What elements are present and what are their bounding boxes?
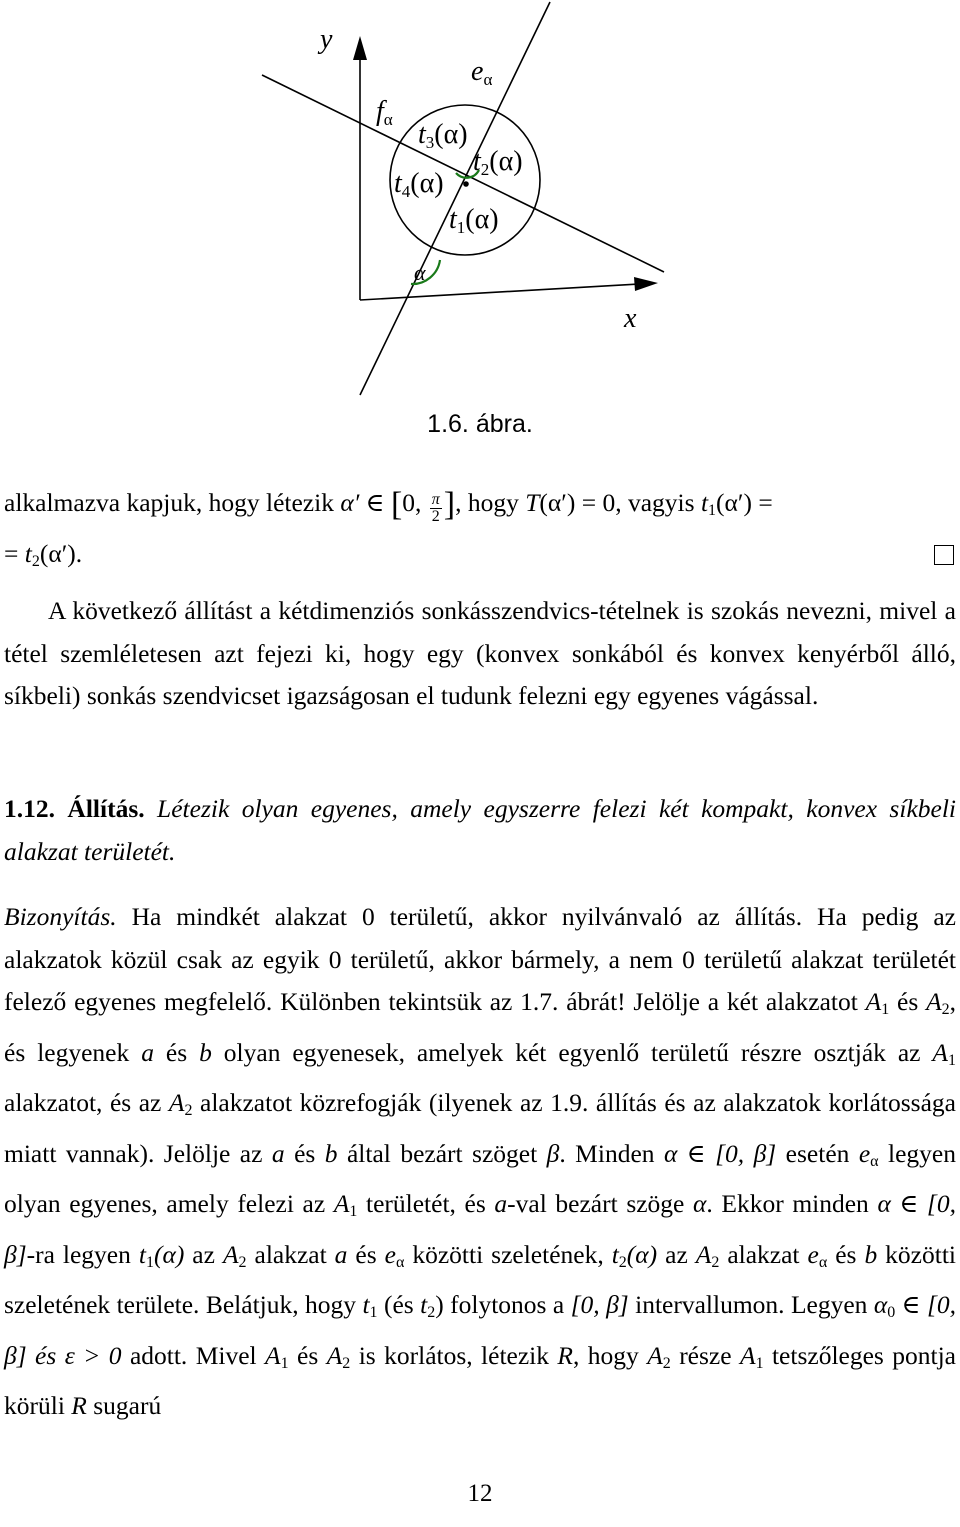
label-alpha: α [414, 260, 426, 285]
label-t4: $t_4(\alpha)$ [394, 168, 444, 201]
line-e-alpha [360, 2, 550, 395]
x-axis [360, 284, 640, 300]
label-t1: $t_1(\alpha)$ [449, 204, 499, 237]
theorem-head: 1.12. Állítás. [4, 794, 145, 823]
theorem-1-12 [4, 788, 956, 873]
label-t3: $t_3(\alpha)$ [418, 119, 468, 152]
paragraph-sandwich: A következő állítást a kétdimenziós sonkásszendvics-tételnek is szokás nevezni, mivel a tétel szemléletesen azt fejezi ki, hogy egy (konvex sonkából és konvex kenyérből álló, síkbeli) sonkás szendvicset igazságosan el tudunk felezni egy egyenes vágással. [4, 596, 956, 710]
label-x: x [624, 303, 637, 334]
page-number: 12 [467, 1480, 493, 1507]
text-sandwich-intro [4, 590, 956, 718]
x-axis-arrowhead [634, 277, 658, 291]
label-t2: $t_2(\alpha)$ [473, 146, 523, 179]
right-angle-dot [463, 181, 469, 187]
paragraph-continuation: alkalmazva kapjuk, hogy létezik α′ ∈ [0, $\frac{\pi}{2}$ ], hogy T(α′) = 0, vagyis $t_1(\alpha')$ = = $t_2(\alpha')$. [4, 482, 956, 583]
text-proof [4, 896, 956, 1428]
label-f-alpha: $f_\alpha$ [376, 96, 393, 129]
text-continuation [4, 482, 956, 583]
label-y: y [320, 24, 333, 55]
y-axis-arrowhead [353, 36, 367, 60]
figure-caption: 1.6. ábra. [427, 410, 533, 438]
qed-square-icon [934, 545, 954, 565]
text-theorem [4, 788, 956, 873]
label-e-alpha: $e_\alpha$ [471, 56, 493, 89]
theorem-body: Létezik olyan egyenes, amely egyszerre felezi két kompakt, konvex síkbeli alakzat területét. [4, 794, 956, 866]
fraction-pi-over-2: $\frac{\pi}{2}$ [431, 491, 440, 525]
proof-paragraph: Bizonyítás. Ha mindkét alakzat 0 területű, akkor nyilvánvaló az állítás. Ha pedig az alakzatok közül csak az egyik 0 területű, akkor bármely, a nem 0 területű alakzat területét felező egyenes megfelelő. Különben tekintsük az 1.7. ábrát! Jelölje a két alakzatot $A_1$ és $A_2$, és legyenek a és b olyan egyenesek, amelyek két egyenlő területű részre osztják az $A_1$ alakzatot, és az $A_2$ alakzatot közrefogják (ilyenek az 1.9. állítás és az alakzatok korlátossága miatt vannak). Jelölje az a és b által bezárt szöget β. Minden α ∈ [0, β] esetén $e_\alpha$ legyen olyan egyenes, amely felezi az $A_1$ területét, és a-val bezárt szöge α. Ekkor minden α ∈ [0, β]-ra legyen $t_1(\alpha)$ az $A_2$ alakzat a és $e_\alpha$ közötti szeletének, $t_2(\alpha)$ az $A_2$ alakzat $e_\alpha$ és b közötti szeletének területe. Belátjuk, hogy $t_1$ (és $t_2$) folytonos a [0, β] intervallumon. Legyen $\alpha_0$ ∈ [0, β] és ε > 0 adott. Mivel $A_1$ és $A_2$ is korlátos, létezik R, hogy $A_2$ része $A_1$ tetszőleges pontja körüli R sugarú [4, 902, 957, 1420]
figure-1-6 [0, 0, 960, 400]
